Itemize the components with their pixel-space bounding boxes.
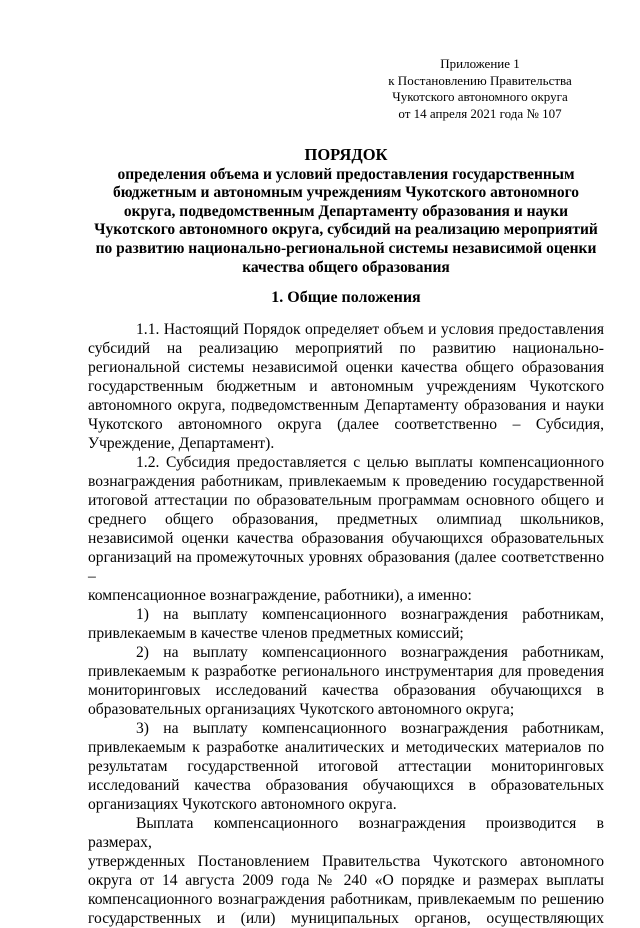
body-line: 2) на выплату компенсационного вознаграждения работникам, (136, 644, 604, 661)
body-line: результатам государственной итоговой аттестации мониторинговых (88, 758, 604, 775)
body-line: утвержденных Постановлением Правительства Чукотского автономного (88, 853, 604, 870)
title-line: по развитию национально-региональной системы независимой оценки (95, 239, 597, 257)
body-line: мониторинговых исследований качества образования обучающихся в (88, 682, 604, 699)
body-line: компенсационного вознаграждения работникам, привлекаемым по решению (88, 891, 604, 908)
body-line: исследований качества образования обучающихся в образовательных (88, 777, 604, 794)
body-line: 3) на выплату компенсационного вознаграждения работникам, (136, 720, 604, 737)
body-line: образовательных организациях Чукотского автономного округа; (88, 701, 515, 718)
body-line: 1.2. Субсидия предоставляется с целью выплаты компенсационного (136, 454, 604, 471)
appendix-line: от 14 апреля 2021 года № 107 (398, 105, 562, 121)
body-line: организаций на промежуточных уровнях образования (далее соответственно – (88, 549, 604, 585)
body-line: организациях Чукотского автономного округа. (88, 796, 397, 813)
body-line: независимой оценки качества образования обучающихся образовательных (88, 530, 604, 547)
body-line: привлекаемым к разработке регионального инструментария для проведения (88, 663, 604, 680)
appendix-note (380, 56, 580, 122)
body-line: 1) на выплату компенсационного вознаграждения работникам, (136, 606, 604, 623)
body-line: государственным бюджетным и автономным учреждениям Чукотского (88, 378, 604, 395)
appendix-line: Приложение 1 (440, 56, 520, 71)
body-line: региональной системы независимой оценки качества общего образования (88, 359, 604, 376)
appendix-line: к Постановлению Правительства (388, 72, 572, 88)
body-line: автономного округа, подведомственным Департаменту образования и науки (88, 397, 604, 414)
title-line: бюджетным и автономным учреждениям Чукотского автономного (112, 184, 580, 202)
body-line: Выплата компенсационного вознаграждения производится в размерах, (88, 815, 604, 851)
body-line: субсидий на реализацию мероприятий по развитию национально- (88, 340, 604, 357)
section-body (88, 320, 604, 928)
title-line: округа, подведомственным Департаменту образования и науки (123, 202, 569, 220)
body-line: компенсационное вознаграждение, работники), а именно: (88, 587, 472, 604)
body-line: Чукотского автономного округа (далее соответственно – Субсидия, (88, 416, 604, 433)
document-title (88, 146, 604, 277)
body-line: итоговой аттестации по образовательным программам основного общего и (88, 492, 604, 509)
body-line: 1.1. Настоящий Порядок определяет объем и условия предоставления (136, 321, 604, 338)
appendix-line: Чукотского автономного округа (392, 89, 568, 104)
body-line: Учреждение, Департамент). (88, 435, 275, 452)
body-line: вознаграждения работникам, привлекаемым к проведению государственной (88, 473, 604, 490)
body-line: среднего общего образования, предметных олимпиад школьников, (88, 511, 604, 528)
body-line: привлекаемым в качестве членов предметных комиссий; (88, 625, 464, 642)
body-line: округа от 14 августа 2009 года № 240 «О порядке и размерах выплаты (88, 872, 604, 889)
title-line: определения объема и условий предоставления государственным (117, 165, 575, 183)
body-line: государственных и (или) муниципальных органов, осуществляющих (88, 910, 604, 927)
title-main: ПОРЯДОК (304, 145, 388, 164)
section-heading: 1. Общие положения (271, 289, 421, 306)
body-line: привлекаемым к разработке аналитических и методических материалов по (88, 739, 604, 756)
title-line: Чукотского автономного округа, субсидий на реализацию мероприятий (94, 221, 598, 239)
title-line: качества общего образования (242, 258, 450, 276)
